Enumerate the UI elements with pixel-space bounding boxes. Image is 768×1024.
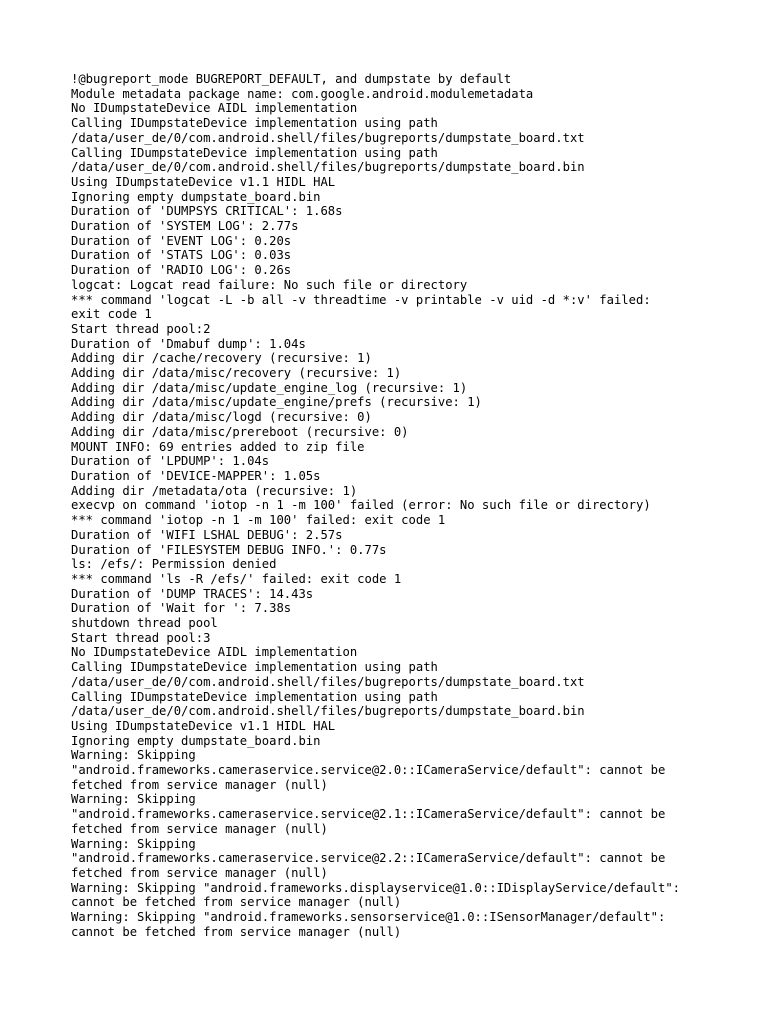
log-line: Adding dir /data/misc/prereboot (recursive: 0) (71, 424, 409, 439)
log-line: *** command 'logcat -L -b all -v threadtime -v printable -v uid -d *:v' failed: (71, 292, 651, 307)
log-line: Calling IDumpstateDevice implementation using path (71, 116, 438, 131)
log-line: No IDumpstateDevice AIDL implementation (71, 101, 358, 116)
log-line: Duration of 'DUMP TRACES': 14.43s (71, 586, 314, 601)
log-line: /data/user_de/0/com.android.shell/files/bugreports/dumpstate_board.bin (71, 704, 585, 719)
log-line: Duration of 'DUMPSYS CRITICAL': 1.68s (71, 204, 343, 219)
log-line: cannot be fetched from service manager (null) (71, 924, 402, 939)
log-line: "android.frameworks.cameraservice.service@2.1::ICameraService/default": cannot be (71, 807, 666, 822)
log-line: Adding dir /data/misc/recovery (recursive: 1) (71, 366, 402, 381)
log-line: Duration of 'DEVICE-MAPPER': 1.05s (71, 468, 321, 483)
log-line: *** command 'iotop -n 1 -m 100' failed: exit code 1 (71, 513, 446, 528)
log-line: Duration of 'SYSTEM LOG': 2.77s (71, 219, 299, 234)
log-line: Using IDumpstateDevice v1.1 HIDL HAL (71, 718, 336, 733)
log-output (71, 72, 751, 939)
log-line: Adding dir /metadata/ota (recursive: 1) (71, 483, 358, 498)
log-line: Start thread pool:3 (71, 630, 211, 645)
log-line: No IDumpstateDevice AIDL implementation (71, 645, 358, 660)
log-line: Ignoring empty dumpstate_board.bin (71, 733, 321, 748)
log-line: "android.frameworks.cameraservice.service@2.0::ICameraService/default": cannot be (71, 763, 666, 778)
log-line: Adding dir /data/misc/update_engine/prefs (recursive: 1) (71, 395, 482, 410)
log-line: Calling IDumpstateDevice implementation using path (71, 660, 438, 675)
log-line: /data/user_de/0/com.android.shell/files/bugreports/dumpstate_board.txt (71, 130, 585, 145)
log-line: fetched from service manager (null) (71, 777, 328, 792)
log-line: Using IDumpstateDevice v1.1 HIDL HAL (71, 174, 336, 189)
log-line: shutdown thread pool (71, 616, 218, 631)
log-line: Ignoring empty dumpstate_board.bin (71, 189, 321, 204)
log-line: Start thread pool:2 (71, 321, 211, 336)
log-line: Calling IDumpstateDevice implementation using path (71, 145, 438, 160)
log-line: Duration of 'RADIO LOG': 0.26s (71, 263, 292, 278)
log-line: Warning: Skipping "android.frameworks.displayservice@1.0::IDisplayService/default": (71, 880, 681, 895)
log-line: *** command 'ls -R /efs/' failed: exit code 1 (71, 571, 402, 586)
log-line: !@bugreport_mode BUGREPORT_DEFAULT, and dumpstate by default (71, 72, 512, 86)
log-line: "android.frameworks.cameraservice.service@2.2::ICameraService/default": cannot be (71, 851, 666, 866)
log-line: Duration of 'Dmabuf dump': 1.04s (71, 336, 306, 351)
log-line: fetched from service manager (null) (71, 865, 328, 880)
log-line: Warning: Skipping "android.frameworks.sensorservice@1.0::ISensorManager/default": (71, 910, 666, 925)
log-line: fetched from service manager (null) (71, 821, 328, 836)
log-line: execvp on command 'iotop -n 1 -m 100' failed (error: No such file or directory) (71, 498, 651, 513)
log-line: Duration of 'LPDUMP': 1.04s (71, 454, 270, 469)
log-line: Adding dir /data/misc/update_engine_log (recursive: 1) (71, 380, 468, 395)
log-line: MOUNT INFO: 69 entries added to zip file (71, 439, 365, 454)
log-line: cannot be fetched from service manager (null) (71, 895, 402, 910)
log-line: Calling IDumpstateDevice implementation using path (71, 689, 438, 704)
log-line: Adding dir /cache/recovery (recursive: 1) (71, 351, 372, 366)
log-line: logcat: Logcat read failure: No such file or directory (71, 277, 468, 292)
log-line: Duration of 'WIFI LSHAL DEBUG': 2.57s (71, 527, 343, 542)
log-line: Module metadata package name: com.google.android.modulemetadata (71, 86, 534, 101)
log-line: Duration of 'FILESYSTEM DEBUG INFO.': 0.77s (71, 542, 387, 557)
log-line: Adding dir /data/misc/logd (recursive: 0) (71, 410, 372, 425)
log-line: Duration of 'Wait for ': 7.38s (71, 601, 292, 616)
log-line: Warning: Skipping (71, 792, 196, 807)
log-line: /data/user_de/0/com.android.shell/files/bugreports/dumpstate_board.bin (71, 160, 585, 175)
log-line: Warning: Skipping (71, 748, 196, 763)
log-line: /data/user_de/0/com.android.shell/files/bugreports/dumpstate_board.txt (71, 674, 585, 689)
log-line: Duration of 'EVENT LOG': 0.20s (71, 233, 292, 248)
log-line: Warning: Skipping (71, 836, 196, 851)
log-line: Duration of 'STATS LOG': 0.03s (71, 248, 292, 263)
log-line: exit code 1 (71, 307, 152, 322)
log-line: ls: /efs/: Permission denied (71, 557, 277, 572)
